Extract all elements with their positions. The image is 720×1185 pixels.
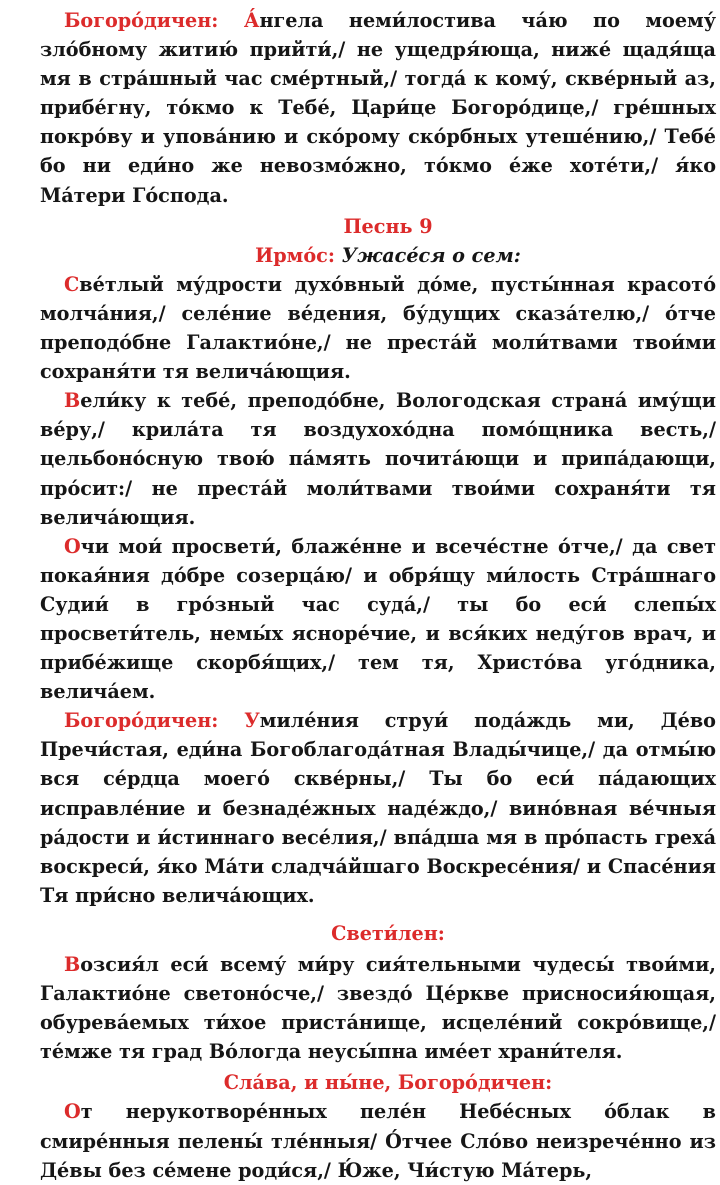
theotokion-paragraph-1 xyxy=(40,6,716,210)
theotokion-paragraph-2 xyxy=(40,706,716,910)
irmos-label: Ирмо́с: xyxy=(255,243,335,267)
rubric-label: Богоро́дичен: xyxy=(64,709,219,733)
drop-initial: В xyxy=(64,389,81,413)
paragraph-text: ве́тлый му́дрости духо́вный до́ме, пусты́нная красото́ молча́ния,/ селе́ние ве́дения, бу́дущих сказа́телю,/ о́тче преподо́бне Галактио́не,/ не преста́й моли́твами твои́ми сохраня́ти тя велича́ющия. xyxy=(40,272,716,384)
final-theotokion xyxy=(40,1097,716,1184)
drop-initial: О xyxy=(64,1100,81,1124)
irmos-text: Ужасе́ся о сем: xyxy=(341,243,521,267)
troparion-3 xyxy=(40,532,716,707)
troparion-2 xyxy=(40,386,716,531)
exapostilarion-text xyxy=(40,950,716,1066)
paragraph-text: т нерукотворе́нных пеле́н Небе́сных о́блак в смире́нныя пелены́ тле́нныя/ О́тчее Сло́во неизрече́нно из Де́вы без се́мене роди́ся,/ Ю́же, Чи́стую Ма́терь, xyxy=(40,1100,716,1182)
paragraph-text: миле́ния струи́ пода́ждь ми, Де́во Пречи́стая, еди́на Богоблагода́тная Влады́чице,/ да отмы́ю вся се́рдца моего́ скве́рны,/ Ты бо еси́ па́дающих исправле́ние и безнаде́жных наде́ждо,/ вино́вная ве́чныя ра́дости и и́стиннаго весе́лия,/ впа́дша мя в про́пасть греха́ воскреси́, я́ко Ма́ти сладча́йшаго Воскресе́ния/ и Спасе́ния Тя при́сно велича́ющих. xyxy=(40,709,716,907)
paragraph-text: ели́ку к тебе́, преподо́бне, Вологодская страна́ иму́щи ве́ру,/ крила́та тя воздухохо́дна помо́щника весть,/ цельбоно́сную твою́ па́мять почита́ющи и припа́дающи, про́сит:/ не преста́й моли́твами твои́ми сохраня́ти тя велича́ющия. xyxy=(40,389,716,529)
document-page xyxy=(40,6,716,1185)
ode-title: Песнь 9 xyxy=(343,214,433,238)
exapostilarion-title: Свети́лен: xyxy=(331,921,445,945)
drop-initial: В xyxy=(64,953,81,976)
glory-now-title: Сла́ва, и ны́не, Богоро́дичен: xyxy=(223,1071,553,1095)
irmos-heading xyxy=(40,241,716,270)
rubric-label: Богоро́дичен: xyxy=(64,9,219,32)
paragraph-text: озсия́л еси́ всему́ ми́ру сия́тельными чудесы́ твои́ми, Галактио́не светоно́сче,/ звездо́ Це́ркве присносия́ющая, обурева́емых ти́хое приста́нище, исцеле́ний сокро́вище,/ те́мже тя град Во́логда неусы́пна име́ет храни́теля. xyxy=(40,953,716,1064)
paragraph-text: чи мои́ просвети́, блаже́нне и всече́стне о́тче,/ да свет покая́ния до́бре созерца́ю/ и обря́щу ми́лость Стра́шнаго Судии́ в гро́зный час суда́,/ ты бо еси́ слепы́х просвети́тель, немы́х ясноре́чие, и вся́ких неду́гов врач, и прибе́жище скорбя́щих,/ тем тя, Христо́ва уго́дника, велича́ем. xyxy=(40,534,716,704)
drop-initial: С xyxy=(64,272,80,296)
drop-initial: У xyxy=(244,709,260,733)
drop-initial: О xyxy=(64,534,81,558)
paragraph-text: нгела неми́лостива ча́ю по моему́ зло́бному житию́ прийти́,/ не ущедря́юща, ниже́ щадя́ща мя в стра́шный час сме́ртный,/ тогда́ к кому́, скве́рный аз, прибе́гну, то́кмо к Тебе́, Цари́це Богоро́дице,/ гре́шных покро́ву и упова́нию и ско́рому ско́рбных утеше́нию,/ Тебе́ бо ни еди́но же невозмо́жно, то́кмо е́же хоте́ти,/ я́ко Ма́тери Го́спода. xyxy=(40,9,716,207)
drop-initial: А́ xyxy=(243,9,260,32)
troparion-1 xyxy=(40,270,716,386)
